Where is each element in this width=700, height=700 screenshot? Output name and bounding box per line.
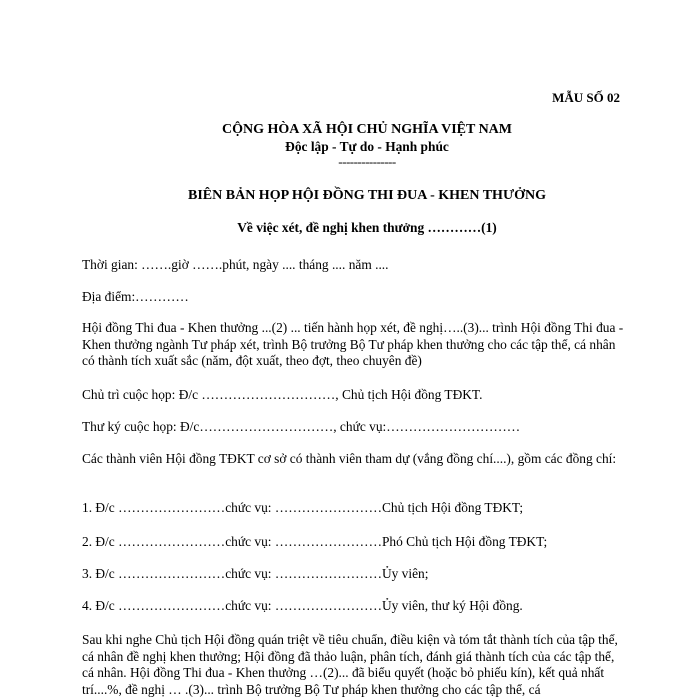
conclusion-paragraph: Sau khi nghe Chủ tịch Hội đồng quán triệt về tiêu chuẩn, điều kiện và tóm tắt thành tích của tập thể, cá nhân đề nghị khen thưởng; Hội đồng đã thảo luận, phân tích, đánh giá thành tích của các tập thể, cá nhân. Hội đồng Thi đua - Khen thưởng …(2)... đã biểu quyết (hoặc bỏ phiếu kín), kết quả nhất trí....%, đề nghị … .(3)... trình Bộ trưởng Bộ Tư pháp khen thưởng cho các tập thể, cá	[82, 632, 618, 697]
member-line: 1. Đ/c ……………………chức vụ: ……………………Chủ tịch Hội đồng TĐKT;	[82, 500, 524, 515]
document-subtitle: Về việc xét, đề nghị khen thưởng …………(1)	[237, 220, 497, 235]
header-divider: ---------------	[338, 154, 396, 169]
form-code: MẪU SỐ 02	[552, 90, 620, 105]
national-motto: Độc lập - Tự do - Hạnh phúc	[285, 139, 449, 154]
meeting-time: Thời gian: …….giờ …….phút, ngày .... tháng .... năm ....	[82, 257, 389, 272]
meeting-place: Địa điểm:…………	[82, 289, 189, 304]
document-title: BIÊN BẢN HỌP HỘI ĐỒNG THI ĐUA - KHEN THƯỞNG	[188, 188, 546, 203]
member-line: 4. Đ/c ……………………chức vụ: ……………………Ủy viên, thư ký Hội đồng.	[82, 598, 523, 613]
country-name: CỘNG HÒA XÃ HỘI CHỦ NGHĨA VIỆT NAM	[221, 122, 512, 137]
member-line: 2. Đ/c ……………………chức vụ: ……………………Phó Chủ tịch Hội đồng TĐKT;	[82, 534, 548, 549]
council-paragraph: Hội đồng Thi đua - Khen thưởng ...(2) ... tiến hành họp xét, đề nghị…..(3)... trình Hội đồng Thi đua - Khen thưởng ngành Tư pháp xét, trình Bộ trưởng Bộ Tư pháp khen thưởng cho các tập thể, cá nhân có thành tích xuất sắc (năm, đột xuất, theo đợt, theo chuyên đề)	[82, 320, 624, 368]
meeting-chair: Chủ trì cuộc họp: Đ/c …………………………, Chủ tịch Hội đồng TĐKT.	[82, 387, 483, 402]
members-intro: Các thành viên Hội đồng TĐKT cơ sở có thành viên tham dự (vắng đồng chí....), gồm các đồng chí:	[82, 451, 617, 466]
member-line: 3. Đ/c ……………………chức vụ: ……………………Ủy viên;	[82, 566, 429, 581]
meeting-secretary: Thư ký cuộc họp: Đ/c…………………………, chức vụ:…………………………	[82, 419, 521, 434]
